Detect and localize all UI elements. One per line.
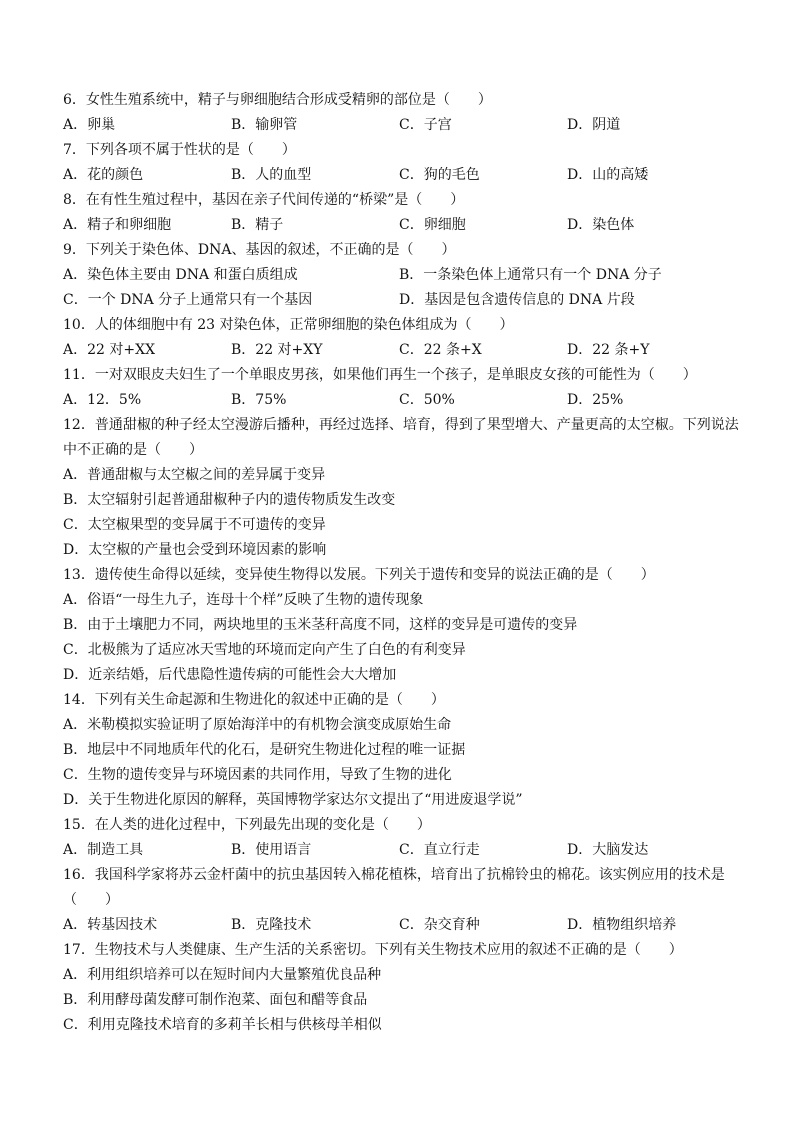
- question-14-option-d: D．关于生物进化原因的解释，英国博物学家达尔文提出了“用进废退学说”: [63, 792, 523, 808]
- question-8-stem: 8．在有性生殖过程中，基因在亲子代间传递的“桥梁”是（ ）: [63, 192, 465, 208]
- question-12-stem-line1: 12．普通甜椒的种子经太空漫游后播种，再经过选择、培育，得到了果型增大、产量更高的太空椒。下列说法: [63, 417, 739, 433]
- question-13-option-b: B．由于土壤肥力不同，两块地里的玉米茎秆高度不同，这样的变异是可遗传的变异: [63, 617, 578, 633]
- question-16-option-b: B．克隆技术: [231, 917, 312, 933]
- question-16-option-d: D．植物组织培养: [567, 917, 677, 933]
- question-6-stem: 6．女性生殖系统中，精子与卵细胞结合形成受精卵的部位是（ ）: [63, 92, 492, 108]
- question-11-option-b: B．75%: [231, 392, 287, 408]
- question-7-option-d: D．山的高矮: [567, 167, 649, 183]
- question-16-option-a: A．转基因技术: [63, 917, 158, 933]
- question-7-option-c: C．狗的毛色: [399, 167, 480, 183]
- question-8-option-c: C．卵细胞: [399, 217, 466, 233]
- question-13-option-d: D．近亲结婚，后代患隐性遗传病的可能性会大大增加: [63, 667, 397, 683]
- question-15-option-d: D．大脑发达: [567, 842, 649, 858]
- question-14-option-c: C．生物的遗传变异与环境因素的共同作用，导致了生物的进化: [63, 767, 452, 783]
- question-11-option-a: A．12．5%: [63, 392, 142, 408]
- question-6-option-c: C．子宫: [399, 117, 452, 133]
- question-9-option-a: A．染色体主要由 DNA 和蛋白质组成: [63, 267, 298, 283]
- question-9-option-c: C．一个 DNA 分子上通常只有一个基因: [63, 292, 313, 308]
- question-6-option-a: A．卵巢: [63, 117, 116, 133]
- question-7-option-b: B．人的血型: [231, 167, 312, 183]
- question-9-option-b: B．一条染色体上通常只有一个 DNA 分子: [399, 267, 662, 283]
- question-15-stem: 15．在人类的进化过程中，下列最先出现的变化是（ ）: [63, 817, 431, 833]
- question-9-stem: 9．下列关于染色体、DNA、基因的叙述，不正确的是（ ）: [63, 242, 456, 258]
- question-11-stem: 11．一对双眼皮夫妇生了一个单眼皮男孩，如果他们再生一个孩子，是单眼皮女孩的可能性为（ ）: [63, 367, 697, 383]
- question-6-option-b: B．输卵管: [231, 117, 298, 133]
- question-12-option-c: C．太空椒果型的变异属于不可遗传的变异: [63, 517, 326, 533]
- question-8-option-d: D．染色体: [567, 217, 635, 233]
- question-17-option-a: A．利用组织培养可以在短时间内大量繁殖优良品种: [63, 967, 382, 983]
- question-16-stem-line1: 16．我国科学家将苏云金杆菌中的抗虫基因转入棉花植株，培育出了抗棉铃虫的棉花。该实例应用的技术是: [63, 867, 725, 883]
- question-16-stem-line2: （ ）: [63, 892, 119, 908]
- question-17-stem: 17．生物技术与人类健康、生产生活的关系密切。下列有关生物技术应用的叙述不正确的是（ ）: [63, 942, 683, 958]
- question-7-stem: 7．下列各项不属于性状的是（ ）: [63, 142, 296, 158]
- question-16-option-c: C．杂交育种: [399, 917, 480, 933]
- question-11-option-c: C．50%: [399, 392, 455, 408]
- question-10-option-d: D．22 条+Y: [567, 342, 650, 358]
- question-15-option-b: B．使用语言: [231, 842, 312, 858]
- question-13-stem: 13．遗传使生命得以延续，变异使生物得以发展。下列关于遗传和变异的说法正确的是（ ）: [63, 567, 655, 583]
- question-10-stem: 10．人的体细胞中有 23 对染色体，正常卵细胞的染色体组成为（ ）: [63, 317, 514, 333]
- question-17-option-c: C．利用克隆技术培育的多莉羊长相与供核母羊相似: [63, 1017, 382, 1033]
- question-11-option-d: D．25%: [567, 392, 624, 408]
- question-13-option-c: C．北极熊为了适应冰天雪地的环境而定向产生了白色的有利变异: [63, 642, 466, 658]
- question-12-stem-line2: 中不正确的是（ ）: [63, 442, 203, 458]
- question-9-option-d: D．基因是包含遗传信息的 DNA 片段: [399, 292, 635, 308]
- question-10-option-b: B．22 对+XY: [231, 342, 323, 358]
- question-12-option-b: B．太空辐射引起普通甜椒种子内的遗传物质发生改变: [63, 492, 396, 508]
- question-14-option-a: A．米勒模拟实验证明了原始海洋中的有机物会演变成原始生命: [63, 717, 452, 733]
- question-10-option-c: C．22 条+X: [399, 342, 482, 358]
- question-7-option-a: A．花的颜色: [63, 167, 144, 183]
- question-15-option-c: C．直立行走: [399, 842, 480, 858]
- question-10-option-a: A．22 对+XX: [63, 342, 156, 358]
- question-12-option-a: A．普通甜椒与太空椒之间的差异属于变异: [63, 467, 326, 483]
- question-6-option-d: D．阴道: [567, 117, 621, 133]
- question-14-option-b: B．地层中不同地质年代的化石，是研究生物进化过程的唯一证据: [63, 742, 466, 758]
- question-12-option-d: D．太空椒的产量也会受到环境因素的影响: [63, 542, 327, 558]
- question-8-option-a: A．精子和卵细胞: [63, 217, 172, 233]
- question-13-option-a: A．俗语“一母生九子，连母十个样”反映了生物的遗传现象: [63, 592, 424, 608]
- question-15-option-a: A．制造工具: [63, 842, 144, 858]
- question-14-stem: 14．下列有关生命起源和生物进化的叙述中正确的是（ ）: [63, 692, 445, 708]
- question-17-option-b: B．利用酵母菌发酵可制作泡菜、面包和醋等食品: [63, 992, 368, 1008]
- question-8-option-b: B．精子: [231, 217, 284, 233]
